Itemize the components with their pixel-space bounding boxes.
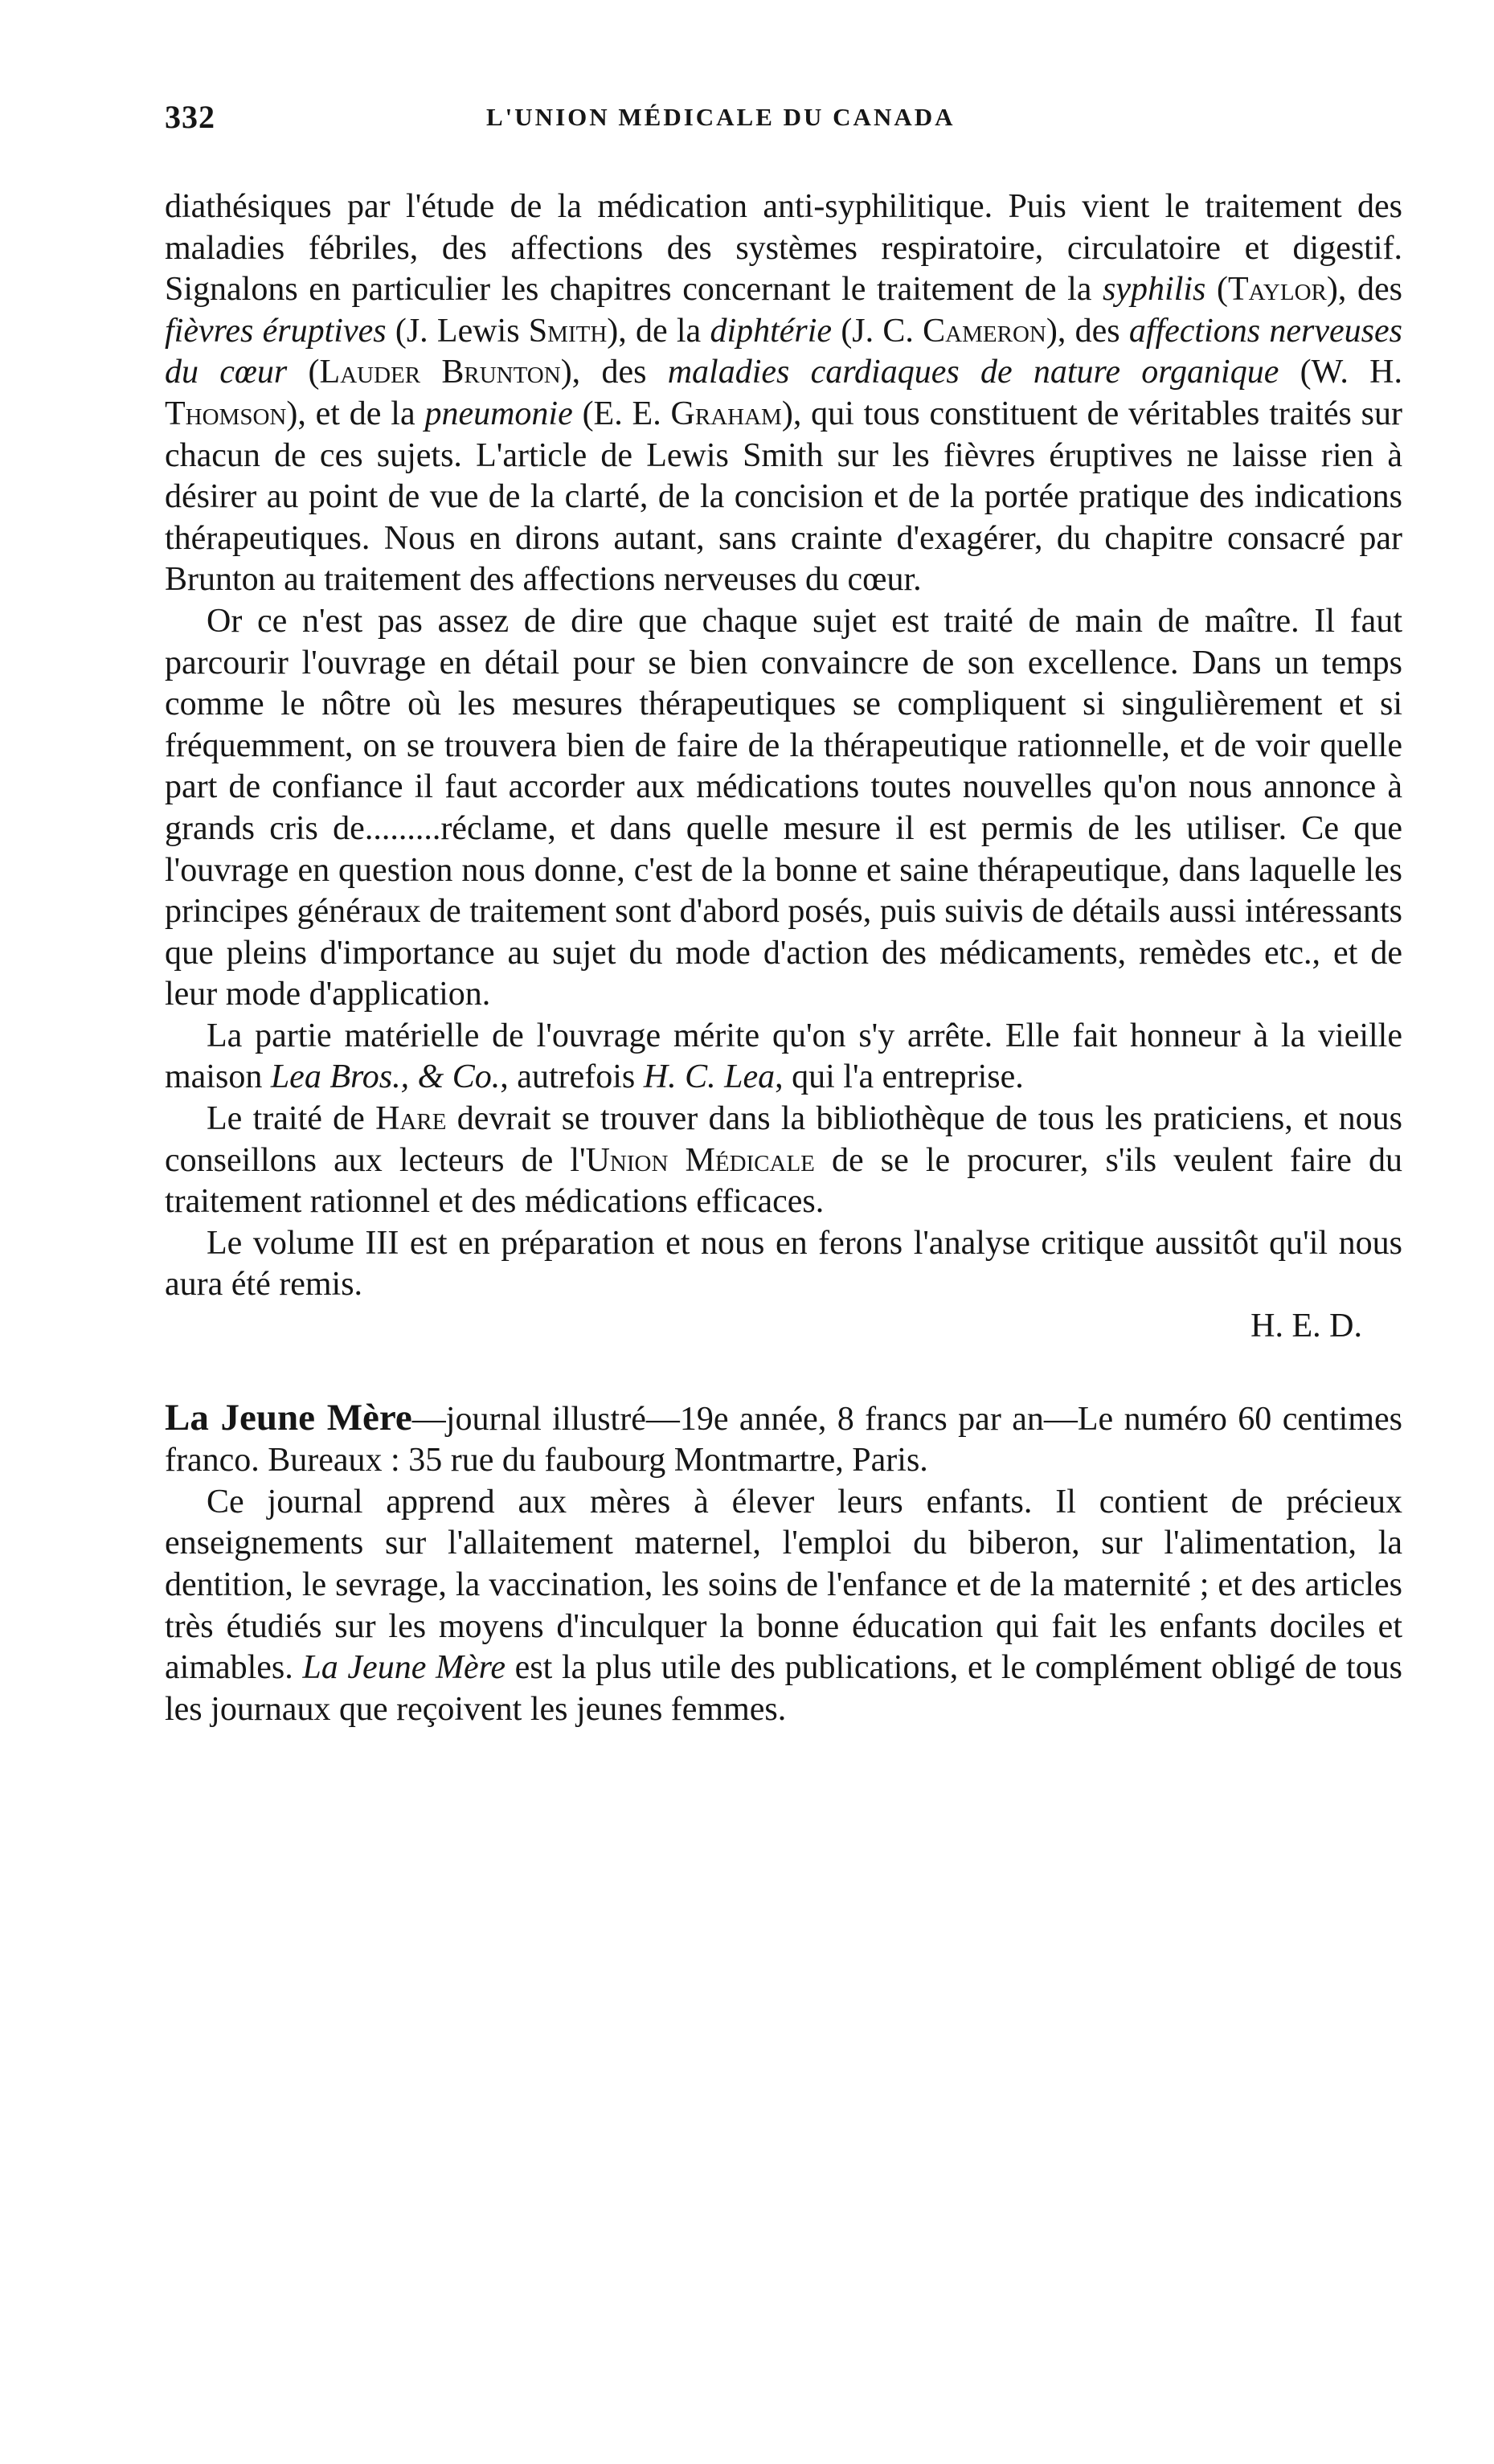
text-span: (J. C. — [832, 312, 923, 350]
text-span: Ce journal apprend aux mères à élever leurs enfants. Il contient de précieux enseignements sur l'allaitement maternel, l'emploi du biberon, sur l'alimentation, la dentition, le sevrage, la vaccination, les soins de l'enfance et de la maternité ; et des articles très étudiés sur les moyens d'inculquer la bonne éducation qui fait les enfants dociles et aimables. — [165, 1483, 1402, 1687]
section-gap — [165, 1348, 1402, 1398]
author-name: Graham — [670, 395, 782, 432]
text-span: de se le procurer, s'ils veulent faire du traitement rationnel et des médications efficaces. — [165, 1141, 1402, 1221]
disease-term: maladies cardiaques de nature organique — [667, 354, 1279, 391]
text-span: ), et de la — [286, 395, 425, 432]
author-name: Taylor — [1228, 271, 1327, 309]
text-span: devrait se trouver dans la bibliothèque de tous les praticiens, et nous conseillons aux lecteurs de l' — [165, 1100, 1402, 1179]
disease-term: fièvres éruptives — [165, 312, 387, 350]
text-span: La partie matérielle de l'ouvrage mérite qu'on s'y arrête. Elle fait honneur à la vieille maison — [165, 1017, 1402, 1096]
text-span: ), qui tous constituent de véritables traités sur chacun de ces sujets. L'article de Lewis Smith sur les fièvres éruptives ne laisse rien à désirer au point de vue de la clarté, de la concision et de la portée pratique des indications thérapeutiques. Nous en dirons autant, sans crainte d'exagérer, du chapitre consacré par Brunton au traitement des affections nerveuses du cœur. — [165, 395, 1403, 599]
text-span: (J. Lewis — [386, 312, 529, 350]
journal-title: L'UNION MÉDICALE DU CANADA — [486, 103, 956, 131]
review-paragraph-4 — [165, 1099, 1402, 1223]
publisher-name: H. C. Lea — [643, 1058, 776, 1096]
disease-term: diphtérie — [710, 312, 833, 350]
text-span: (W. H. — [1279, 354, 1403, 391]
running-header — [165, 98, 1402, 146]
text-span: —journal illustré—19e année, 8 francs par an—Le numéro 60 centimes franco. Bureaux : 35 rue du faubourg Montmartre, Paris. — [165, 1400, 1403, 1480]
author-name: Hare — [375, 1100, 447, 1138]
text-span: diathésiques par l'étude de la médication anti-syphilitique. Puis vient le traitement des maladies fébriles, des affections des systèmes respiratoire, circulatoire et digestif. Signalons en particulier les chapitres concernant le traitement de la — [165, 188, 1402, 309]
author-name: Cameron — [923, 312, 1046, 350]
review-paragraph-5 — [165, 1223, 1402, 1348]
notice-paragraph-1 — [165, 1398, 1402, 1482]
text-span: , autrefois — [500, 1058, 644, 1096]
disease-term: pneumonie — [424, 395, 573, 432]
signoff-line — [165, 1306, 1402, 1348]
disease-term: syphilis — [1103, 271, 1206, 309]
journal-name: Union Médicale — [585, 1141, 815, 1179]
notice-headline: La Jeune Mère — [165, 1396, 412, 1439]
review-paragraph-3 — [165, 1016, 1402, 1099]
reviewer-signature: H. E. D. — [1250, 1308, 1362, 1345]
book-review-section — [165, 186, 1402, 1730]
text-span: ), des — [1046, 312, 1129, 350]
author-name: Lauder Brunton — [319, 354, 561, 391]
review-paragraph-2: Or ce n'est pas assez de dire que chaque sujet est traité de main de maître. Il faut parcourir l'ouvrage en détail pour se bien convaincre de son excellence. Dans un temps comme le nôtre où les mesures thérapeutiques se compliquent si singulièrement et si fréquemment, on se trouvera bien de faire de la thérapeutique rationnelle, et de voir quelle part de confiance il faut accorder aux médications toutes nouvelles qu'on nous annonce à grands cris de.........réclame, et dans quelle mesure il est permis de les utiliser. Ce que l'ouvrage en question nous donne, c'est de la bonne et saine thérapeutique, dans laquelle les principes généraux de traitement sont d'abord posés, puis suivis de détails aussi intéressants que pleins d'importance au sujet du mode d'action des médicaments, remèdes etc., et de leur mode d'application. — [165, 602, 1402, 1013]
text-span: ( — [287, 354, 320, 391]
page-number: 332 — [165, 99, 215, 135]
publisher-name: Lea Bros., & Co. — [270, 1058, 501, 1096]
author-name: Thomson — [165, 395, 287, 432]
text-span: Le volume III est en préparation et nous en ferons l'analyse critique aussitôt qu'il nous aura été remis. — [165, 1224, 1402, 1304]
text-span: est la plus utile des publications, et le complément obligé de tous les journaux que reçoivent les jeunes femmes. — [165, 1649, 1402, 1728]
review-paragraph-1 — [165, 186, 1402, 601]
notice-paragraph-2 — [165, 1482, 1402, 1731]
text-span: (E. E. — [572, 395, 671, 432]
text-span: ), des — [560, 354, 668, 391]
journal-name: La Jeune Mère — [302, 1649, 506, 1687]
text-span: , qui l'a entreprise. — [775, 1058, 1024, 1096]
text-span: ), de la — [607, 312, 710, 350]
text-span: Le traité de — [207, 1100, 376, 1138]
author-name: Smith — [528, 312, 608, 350]
document-page — [165, 98, 1402, 1730]
disease-term: affections nerveuses du cœur — [165, 312, 1402, 391]
text-span: ( — [1205, 271, 1228, 309]
text-span: ), des — [1326, 271, 1402, 309]
